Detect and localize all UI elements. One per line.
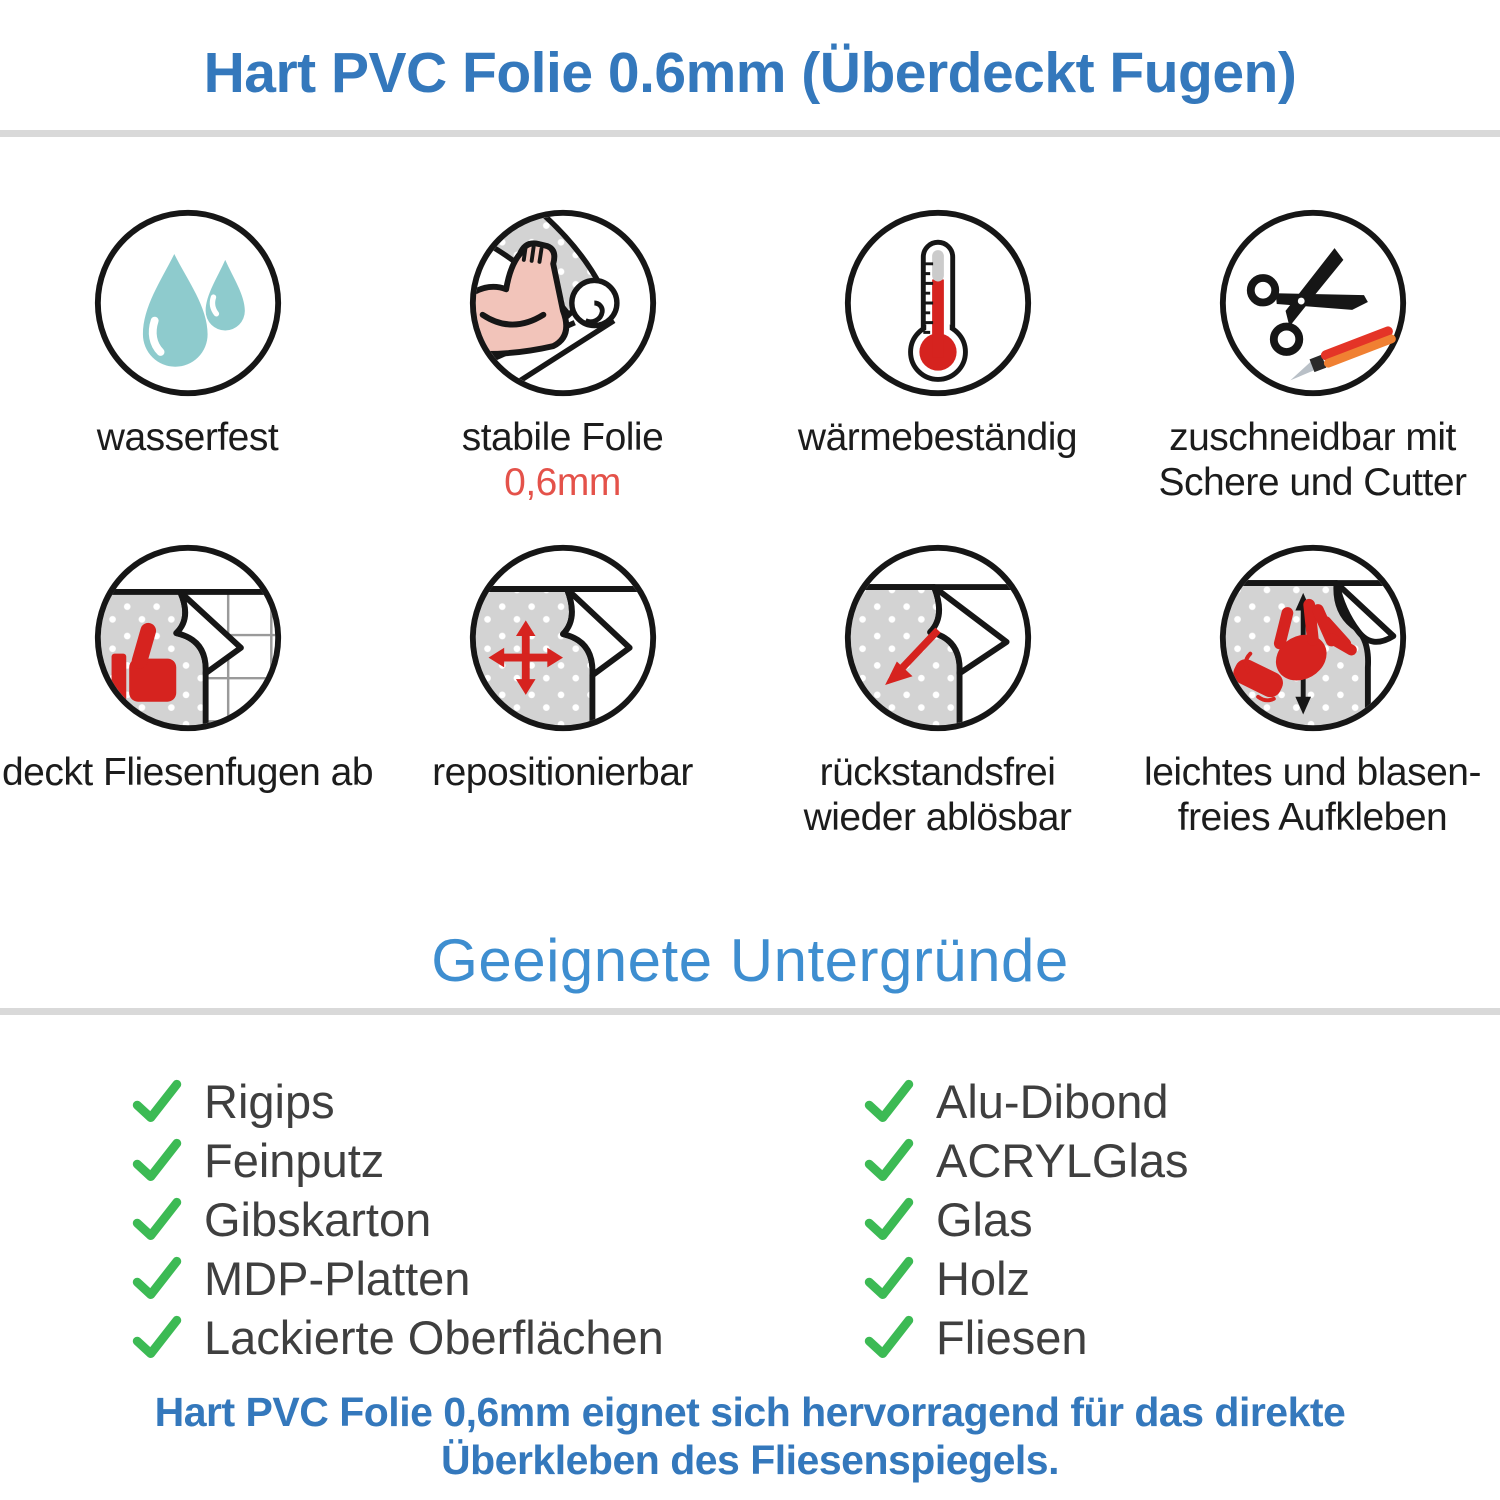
list-item-label: Glas <box>936 1193 1033 1246</box>
checkmark-icon <box>132 1195 182 1245</box>
list-item-label: Fliesen <box>936 1311 1088 1364</box>
water-drops-icon <box>90 205 286 401</box>
list-item <box>864 1249 1189 1308</box>
feature-label: wärmebeständig <box>797 416 1078 459</box>
list-item <box>864 1308 1189 1367</box>
list-item-label: Gibskarton <box>204 1193 432 1246</box>
checkmark-icon <box>864 1254 914 1304</box>
feature-label: leichtes und blasen- freies Aufkleben <box>1144 751 1481 840</box>
list-item-label: Rigips <box>204 1075 335 1128</box>
feature-label: deckt Fliesenfugen ab <box>1 751 374 794</box>
feature-label: rückstandsfrei wieder ablösbar <box>803 751 1072 840</box>
list-item-label: ACRYLGlas <box>936 1134 1189 1187</box>
feature-waermebestaendig <box>750 205 1125 540</box>
thermometer-icon <box>840 205 1036 401</box>
list-item <box>132 1308 664 1367</box>
divider-bar-top <box>0 130 1500 137</box>
feature-grid <box>0 205 1500 875</box>
list-item <box>132 1131 664 1190</box>
list-item <box>864 1072 1189 1131</box>
checkmark-icon <box>864 1195 914 1245</box>
thumbs-up-tile-film-icon <box>90 540 286 736</box>
checkmark-icon <box>864 1313 914 1363</box>
surfaces-list-right <box>864 1072 1189 1367</box>
feature-label: repositionierbar <box>432 751 693 794</box>
feature-zuschneidbar <box>1125 205 1500 540</box>
footer-note: Hart PVC Folie 0,6mm eignet sich hervorragend für das direkte Überkleben des Fliesenspiegels. <box>154 1389 1346 1484</box>
hand-apply-film-icon <box>1215 540 1411 736</box>
list-item-label: Feinputz <box>204 1134 385 1187</box>
checkmark-icon <box>864 1077 914 1127</box>
list-item <box>132 1249 664 1308</box>
feature-repositionierbar <box>375 540 750 875</box>
feature-stabile-folie <box>375 205 750 540</box>
list-item <box>864 1190 1189 1249</box>
checkmark-icon <box>132 1136 182 1186</box>
surfaces-list-left <box>132 1072 664 1367</box>
checkmark-icon <box>132 1254 182 1304</box>
feature-label: wasserfest <box>96 416 279 459</box>
feature-leichtes-aufkleben <box>1125 540 1500 875</box>
list-item-label: Holz <box>936 1252 1031 1305</box>
move-arrows-film-icon <box>465 540 661 736</box>
checkmark-icon <box>864 1136 914 1186</box>
list-item <box>864 1131 1189 1190</box>
peel-off-arrow-film-icon <box>840 540 1036 736</box>
thickness-value: 0,6mm <box>504 461 621 505</box>
checkmark-icon <box>132 1313 182 1363</box>
list-item-label: Alu-Dibond <box>936 1075 1169 1128</box>
feature-label: zuschneidbar mit Schere und Cutter <box>1158 416 1467 505</box>
list-item <box>132 1072 664 1131</box>
feature-wasserfest <box>0 205 375 540</box>
divider-bar-middle <box>0 1008 1500 1015</box>
surfaces-title: Geeignete Untergründe <box>431 927 1069 994</box>
muscle-arm-film-icon <box>465 205 661 401</box>
feature-rueckstandsfrei <box>750 540 1125 875</box>
list-item-label: Lackierte Oberflächen <box>204 1311 664 1364</box>
scissors-cutter-icon <box>1215 205 1411 401</box>
checkmark-icon <box>132 1077 182 1127</box>
page-title: Hart PVC Folie 0.6mm (Überdeckt Fugen) <box>203 41 1297 105</box>
feature-label: stabile Folie 0,6mm <box>461 416 664 505</box>
feature-deckt-fugen <box>0 540 375 875</box>
list-item <box>132 1190 664 1249</box>
list-item-label: MDP-Platten <box>204 1252 471 1305</box>
